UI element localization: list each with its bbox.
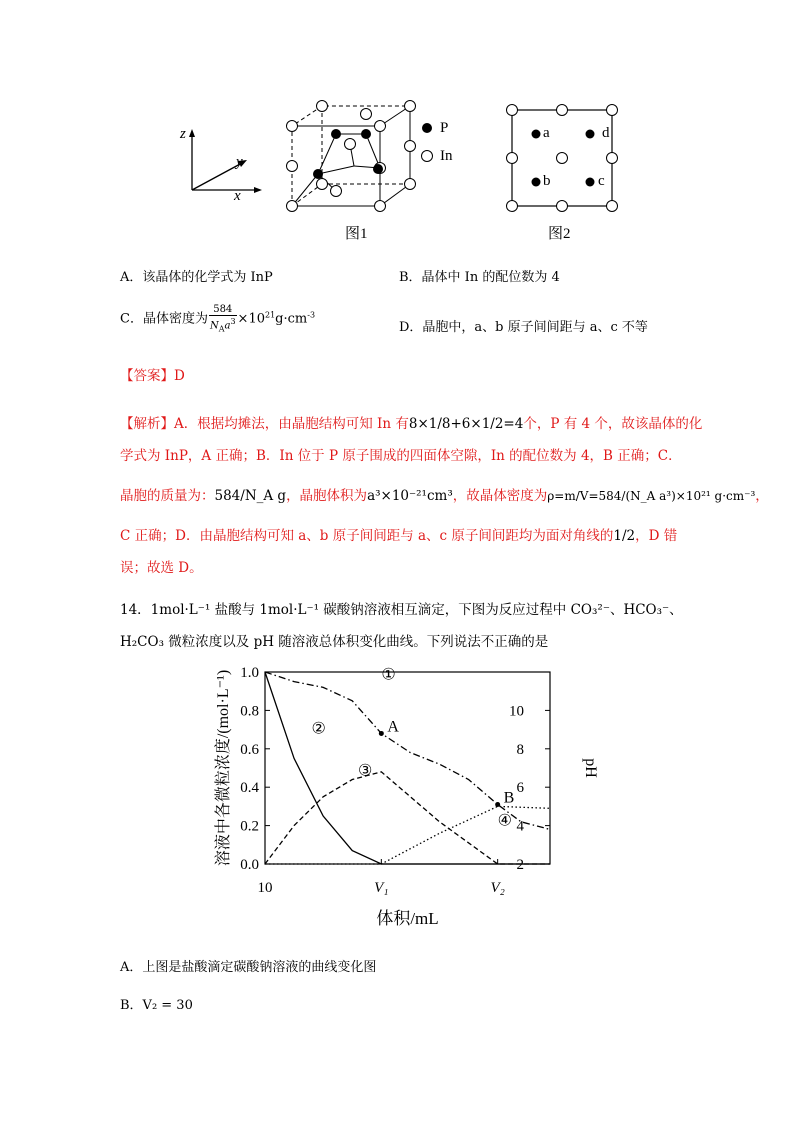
legend-markers: [420, 118, 436, 168]
series-line: [265, 672, 550, 864]
q13-option-c: C．晶体密度为 $\frac{584}{N_Aa^3}$ $\times 10^{21}g\cdot cm^{-3}$: [120, 304, 316, 334]
q14-option-b: B．V₂ = 30: [120, 998, 193, 1013]
series-label: ③: [358, 762, 373, 780]
q13-option-a: A．该晶体的化学式为 InP: [120, 270, 273, 285]
y-tick-label: 1.0: [240, 665, 259, 681]
figure1-caption: 图1: [345, 226, 368, 242]
y2-tick-label: 10: [509, 703, 524, 720]
series-label: ②: [311, 720, 326, 738]
y-tick-label: 0.0: [240, 857, 259, 873]
axis-x-label: x: [234, 188, 241, 204]
x-axis-label: 体积/mL: [376, 909, 439, 928]
annotation-point: [495, 802, 500, 807]
annotation-label: B: [503, 789, 515, 807]
y-tick-label: 0.4: [240, 780, 259, 797]
unit-cell-projection: [502, 100, 622, 214]
unit-cell-3d: [282, 96, 422, 216]
fig2-label-b: b: [543, 173, 551, 189]
x-tick-label: V₂: [490, 880, 505, 896]
axis-z-label: z: [180, 126, 186, 142]
x-tick-label: 10: [257, 880, 273, 896]
y-axis-label: 溶液中各微粒浓度/(mol·L⁻¹): [215, 669, 232, 867]
y2-tick-label: 8: [516, 741, 524, 758]
y2-axis-label: pH: [582, 758, 599, 778]
fig2-label-c: c: [598, 173, 605, 189]
q14-option-a: A．上图是盐酸滴定碳酸钠溶液的曲线变化图: [120, 960, 377, 975]
q14-stem-line1: 14．1mol·L⁻¹ 盐酸与 1mol·L⁻¹ 碳酸钠溶液相互滴定，下图为反应过程中 CO₃²⁻、HCO₃⁻、: [120, 602, 683, 618]
analysis-line2: 学式为 InP，A 正确；B．In 位于 P 原子围成的四面体空隙，In 的配位数为 4，B 正确；C．: [120, 448, 682, 464]
y-tick-label: 0.6: [240, 741, 259, 758]
plot-frame: [265, 672, 550, 864]
series-label: ①: [381, 666, 396, 684]
fig2-label-a: a: [543, 125, 550, 141]
y2-tick-label: 6: [516, 780, 524, 797]
fig2-label-d: d: [602, 125, 610, 141]
axis-y-label: y: [236, 154, 243, 170]
q13-option-d: D．晶胞中，a、b 原子间间距与 a、c 不等: [399, 320, 648, 335]
analysis-line5: 误；故选 D。: [120, 560, 203, 576]
y2-tick-label: 4: [516, 818, 524, 835]
analysis-line4: C 正确；D．由晶胞结构可知 a、b 原子间间距与 a、c 原子间间距均为面对角线的1/2，D 错: [120, 528, 678, 544]
q13-option-b: B．晶体中 In 的配位数为 4: [399, 270, 560, 285]
annotation-label: A: [387, 718, 399, 736]
analysis-line1: 【解析】A．根据均摊法，由晶胞结构可知 In 有8×1/8+6×1/2=4个，P 有 4 个，故该晶体的化: [120, 416, 703, 432]
q13-answer: 【答案】D: [120, 368, 185, 384]
annotation-point: [379, 731, 384, 736]
y-tick-label: 0.8: [240, 703, 259, 720]
series-label: ④: [497, 812, 512, 830]
figure1-axes: [178, 120, 268, 210]
titration-chart: [200, 656, 610, 936]
figure2-caption: 图2: [548, 226, 571, 242]
q14-stem-line2: H₂CO₃ 微粒浓度以及 pH 随溶液总体积变化曲线。下列说法不正确的是: [120, 634, 549, 650]
y2-tick-label: 2: [516, 857, 524, 873]
legend-in-label: In: [440, 148, 453, 164]
x-tick-label: V₁: [374, 880, 389, 896]
analysis-line3: 晶胞的质量为：584/N_A g，晶胞体积为a³×10⁻²¹cm³，故晶体密度为ρ=m/V=584/(N_A a³)×10²¹ g·cm⁻³，: [120, 488, 769, 504]
legend-p-label: P: [440, 120, 449, 136]
y-tick-label: 0.2: [240, 818, 259, 835]
